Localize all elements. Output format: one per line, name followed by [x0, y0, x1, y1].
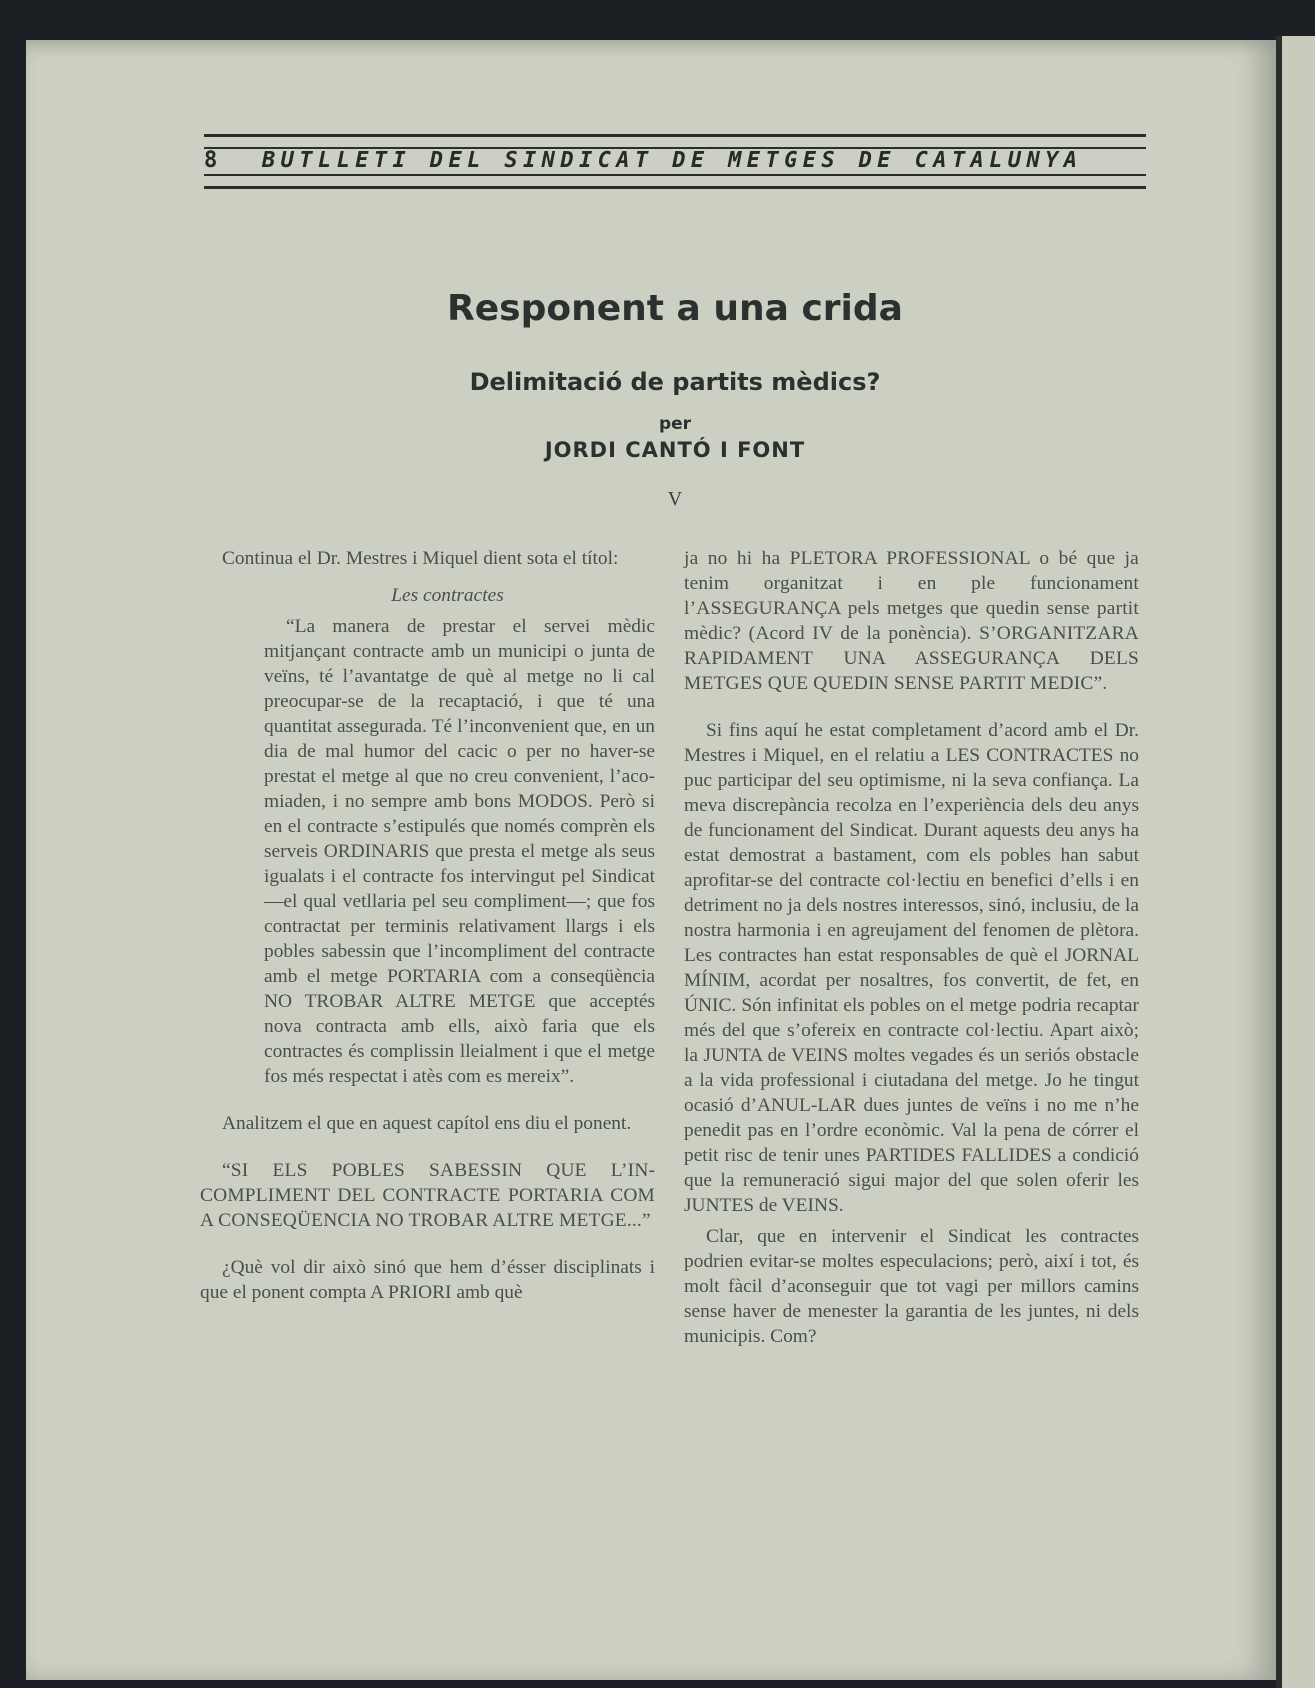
page-number: 8 — [204, 147, 218, 173]
journal-title: BUTLLETI DEL SINDICAT DE METGES DE CATALUNYA — [262, 147, 1083, 173]
section-numeral: V — [667, 488, 683, 510]
paragraph: Continua el Dr. Mestres i Miquel dient sota el títol: — [222, 548, 619, 569]
running-header — [204, 146, 1146, 174]
paragraph: ¿Què vol dir això sinó que hem d’ésser disciplinats i que el ponent compta A PRIORI amb què — [200, 1257, 655, 1303]
block-quote: “La manera de prestar el servei mèdic mitjançant contracte amb un municipi o junta de veïns, té l’avantatge de què al metge no li cal preocupar-se de la recaptació, i que té una quantitat assegurada. Té l’inconvenient que, en un dia de mal humor del cacic o per no haver-se prestat el metge al que no creu convenient, l’acomiaden, i no sempre amb bons MODOS. Però si en el contracte s’estipulés que només comprèn els serveis ORDINARIS que presta el metge als seus igualats i el contracte fos intervingut pel Sindicat—el qual vetllaria pel seu compliment—; que fos contractat per terminis relativament llargs i els pobles sabessin que l’incompliment del contracte amb el metge PORTARIA com a conseqüència NO TROBAR ALTRE METGE que acceptés nova contracta amb ells, això faria que els contractes és complissin lleialment i que el metge fos més respectat i atès com es mereix”. — [264, 616, 655, 1087]
byline-per: per — [658, 414, 692, 434]
article-author: JORDI CANTÓ I FONT — [544, 438, 806, 462]
paragraph: “SI ELS POBLES SABESSIN QUE L’INCOMPLIMENT DEL CONTRACTE PORTARIA COM A CONSEQÜENCIA NO TROBAR ALTRE METGE...” — [200, 1160, 655, 1231]
paragraph: Si fins aquí he estat completament d’acord amb el Dr. Mestres i Miquel, en el relatiu a LES CONTRACTES no puc participar del seu optimisme, ni la seva confiança. La meva discrepància recolza en l’experiència dels deu anys de funcionament del Sindicat. Durant aquests deu anys ha estat demostrat a bastament, com els pobles han sabut aprofitar-se del contracte col·lectiu en benefici d’ells i en detriment no ja dels nostres interessos, sinó, inclusiu, de la nostra harmonia i en agreujament del fenomen de plètora. Les contractes han estat responsables de què el JORNAL MÍNIM, acordat per nosaltres, fos convertit, de fet, en ÚNIC. Són infinitat els pobles on el metge podria recaptar més del que s’ofereix en contracte col·lectiu. Apart això; la JUNTA de VEINS moltes vegades és un seriós obstacle a la vida professional i ciutadana del metge. Jo he tingut ocasió d’ANUL-LAR dues juntes de veïns i no me n’he penedit pas en l’ordre econòmic. Val la pena de córrer el petit risc de tenir unes PARTIDES FALLIDES a condició que la remuneració sigui major del que solen oferir les JUNTES de VEINS. — [684, 720, 1139, 1216]
right-column — [684, 546, 1139, 1371]
article-title: Responent a una crida — [447, 288, 903, 329]
left-column — [200, 546, 655, 1327]
section-heading: Les contractes — [391, 585, 504, 606]
paragraph: Analitzem el que en aquest capítol ens diu el ponent. — [222, 1113, 632, 1134]
page-edge — [1276, 36, 1315, 1688]
paragraph: ja no hi ha PLETORA PROFESSIONAL o bé que ja tenim organitzat i en ple funcionament l’ASSEGURANÇA pels metges que quedin sense partit mèdic? (Acord IV de la ponència). S’ORGANITZARA RAPIDAMENT UNA ASSEGURANÇA DELS METGES QUE QUEDIN SENSE PARTIT MEDIC”. — [684, 548, 1139, 694]
article-subtitle: Delimitació de partits mèdics? — [469, 368, 881, 396]
header-rule-bottom — [204, 174, 1146, 189]
paragraph: Clar, que en intervenir el Sindicat les contractes podrien evitar-se moltes especulacions; però, així i tot, és molt fàcil d’aconseguir que tot vagi per millors camins sense haver de menester la garantia de les juntes, ni dels municipis. Com? — [684, 1226, 1139, 1347]
